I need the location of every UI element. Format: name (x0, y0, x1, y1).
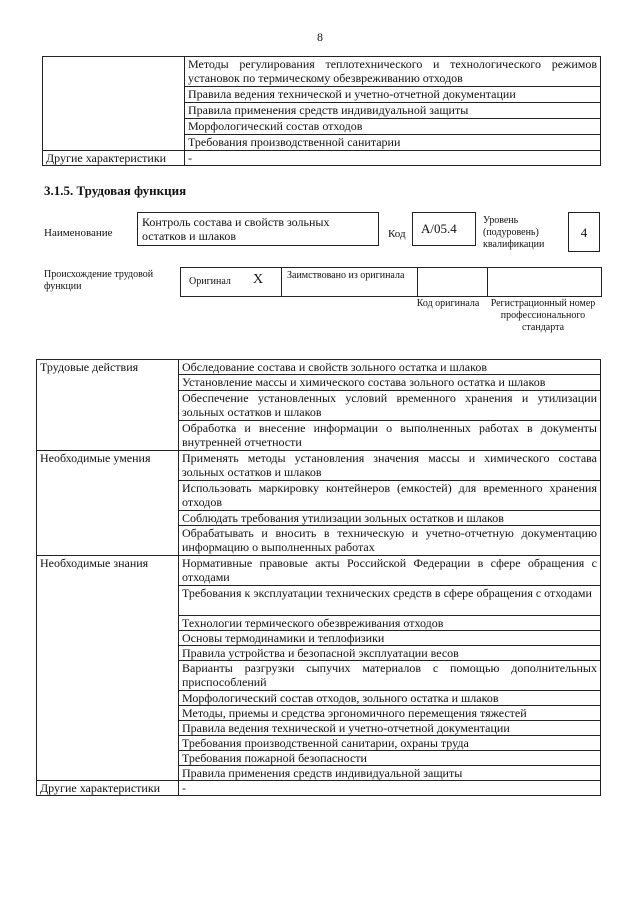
knowledge-label: Необходимые знания (37, 556, 179, 781)
knowledge-item: Методы регулирования теплотехнического и технологического режимов установок по термическому обезвреживанию отходов (185, 57, 601, 87)
knowledge-item: Основы термодинамики и теплофизики (179, 631, 601, 646)
actions-label: Трудовые действия (37, 360, 179, 451)
function-name: Контроль состава и свойств зольных остатков и шлаков (142, 215, 330, 243)
table-cell-empty (43, 57, 185, 151)
action-item: Обследование состава и свойств зольного остатка и шлаков (179, 360, 601, 375)
original-label: Оригинал (189, 276, 231, 287)
action-item: Обработка и внесение информации о выполненных работах в документы внутренней отчетности (179, 421, 601, 451)
other-characteristics-value: - (179, 781, 601, 796)
reg-number-caption: Регистрационный номер профессионального стандарта (490, 298, 596, 333)
name-label: Наименование (44, 227, 113, 239)
top-characteristics-table (42, 56, 601, 166)
skill-item: Соблюдать требования утилизации зольных остатков и шлаков (179, 511, 601, 526)
code-label: Код (388, 228, 406, 240)
divider (281, 268, 282, 296)
level-box (568, 212, 600, 252)
skill-item: Обрабатывать и вносить в техническую и учетно-отчетную документацию информацию о выполненных работах (179, 526, 601, 556)
other-characteristics-value: - (185, 151, 601, 166)
function-name-box (137, 212, 379, 246)
section-title: 3.1.5. Трудовая функция (44, 183, 187, 198)
other-characteristics-label: Другие характеристики (37, 781, 179, 796)
original-mark: X (253, 272, 264, 287)
origin-box (180, 267, 602, 297)
knowledge-item: Правила устройства и безопасной эксплуатации весов (179, 646, 601, 661)
main-characteristics-table (36, 359, 601, 796)
knowledge-item: Методы, приемы и средства эргономичного перемещения тяжестей (179, 706, 601, 721)
knowledge-item: Технологии термического обезвреживания отходов (179, 616, 601, 631)
divider (487, 268, 488, 296)
code-box (412, 212, 476, 246)
knowledge-item: Морфологический состав отходов, зольного остатка и шлаков (179, 691, 601, 706)
code-value: А/05.4 (421, 221, 457, 236)
knowledge-item: Варианты разгрузки сыпучих материалов с помощью дополнительных приспособлений (179, 661, 601, 691)
skills-label: Необходимые умения (37, 451, 179, 556)
knowledge-item: Морфологический состав отходов (185, 119, 601, 135)
action-item: Обеспечение установленных условий временного хранения и утилизации зольных остатков и шлаков (179, 391, 601, 421)
knowledge-item: Требования производственной санитарии (185, 135, 601, 151)
divider (417, 268, 418, 296)
skill-item: Использовать маркировку контейнеров (емкостей) для временного хранения отходов (179, 481, 601, 511)
knowledge-item: Правила ведения технической и учетно-отчетной документации (185, 87, 601, 103)
level-value: 4 (580, 225, 588, 240)
level-label: Уровень (подуровень) квалификации (483, 215, 545, 250)
knowledge-item: Требования к эксплуатации технических средств в сфере обращения с отходами (179, 586, 601, 616)
knowledge-item: Правила ведения технической и учетно-отчетной документации (179, 721, 601, 736)
origin-label: Происхождение трудовой функции (44, 269, 154, 292)
page-number: 8 (317, 30, 323, 44)
knowledge-item: Нормативные правовые акты Российской Федерации в сфере обращения с отходами (179, 556, 601, 586)
skill-item: Применять методы установления значения массы и химического состава зольных остатков и шлаков (179, 451, 601, 481)
knowledge-item: Правила применения средств индивидуальной защиты (179, 766, 601, 781)
knowledge-item: Требования пожарной безопасности (179, 751, 601, 766)
action-item: Установление массы и химического состава зольного остатка и шлаков (179, 375, 601, 391)
knowledge-item: Требования производственной санитарии, охраны труда (179, 736, 601, 751)
other-characteristics-label: Другие характеристики (43, 151, 185, 166)
code-original-caption: Код оригинала (416, 298, 480, 309)
borrowed-label: Заимствовано из оригинала (287, 270, 405, 281)
knowledge-item: Правила применения средств индивидуальной защиты (185, 103, 601, 119)
